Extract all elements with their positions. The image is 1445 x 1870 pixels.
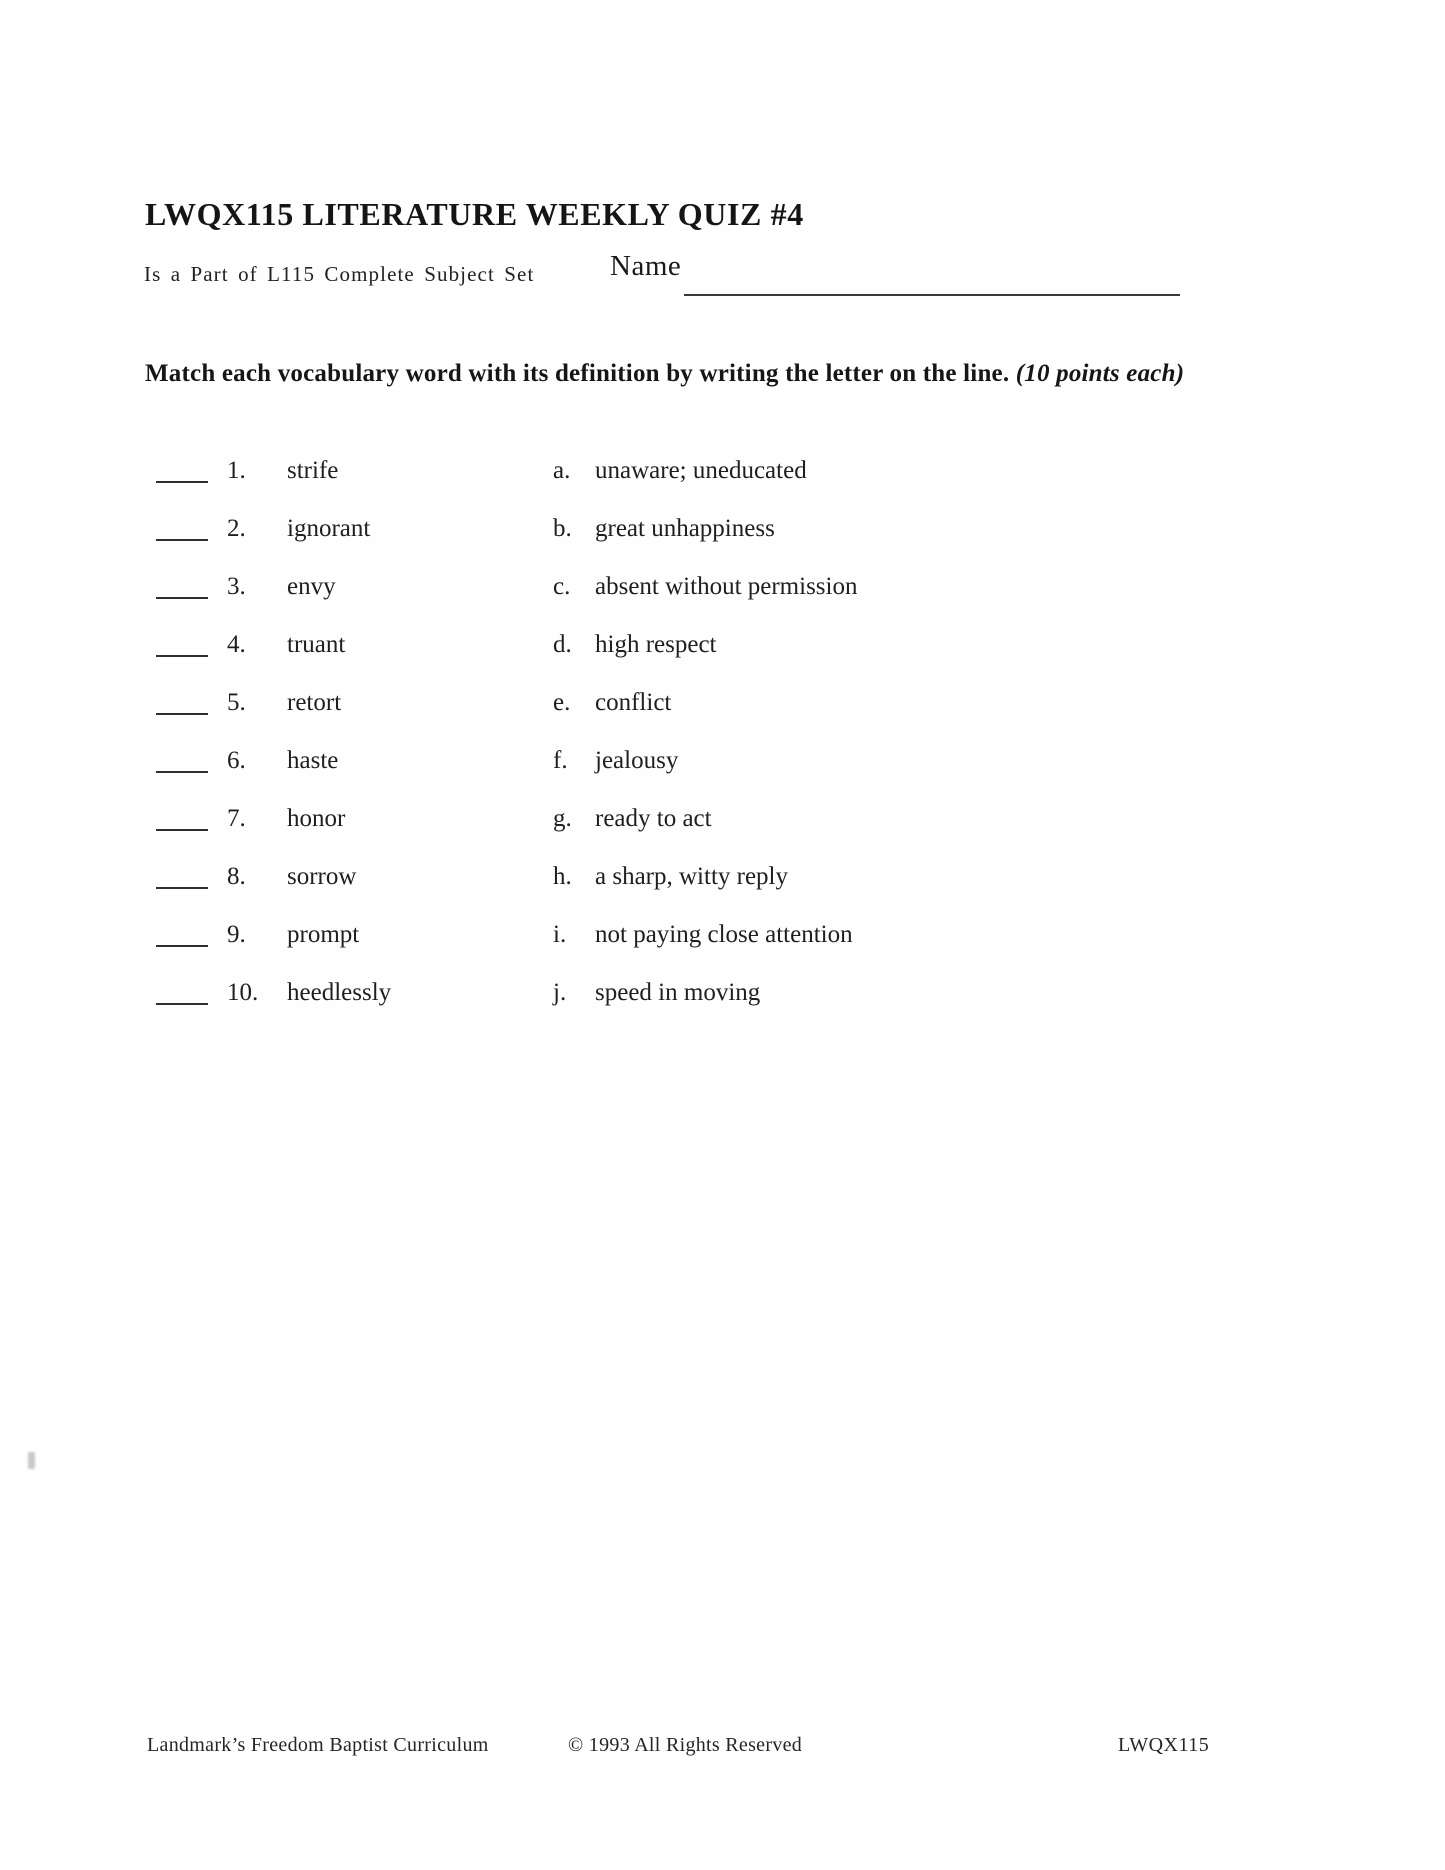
choice-letter: b. bbox=[553, 515, 572, 542]
footer bbox=[0, 1734, 1445, 1764]
vocab-word: heedlessly bbox=[287, 979, 392, 1006]
definition-text: absent without permission bbox=[595, 573, 858, 600]
footer-code: LWQX115 bbox=[1118, 1734, 1210, 1756]
vocab-word: envy bbox=[287, 573, 336, 600]
scan-artifact bbox=[28, 1452, 35, 1469]
choice-letter: f. bbox=[553, 747, 568, 774]
instructions-text: Match each vocabulary word with its definition by writing the letter on the line. bbox=[145, 360, 1010, 387]
match-row bbox=[0, 631, 1445, 689]
definition-text: jealousy bbox=[595, 747, 679, 774]
page-title: LWQX115 LITERATURE WEEKLY QUIZ #4 bbox=[145, 196, 804, 232]
choice-letter: i. bbox=[553, 921, 567, 948]
definition-text: great unhappiness bbox=[595, 515, 775, 542]
item-number: 8. bbox=[227, 863, 246, 890]
instructions bbox=[145, 353, 1230, 395]
subtitle: Is a Part of L115 Complete Subject Set bbox=[144, 262, 535, 286]
item-number: 5. bbox=[227, 689, 246, 716]
answer-blank[interactable] bbox=[156, 634, 208, 657]
choice-letter: j. bbox=[553, 979, 567, 1006]
item-number: 4. bbox=[227, 631, 246, 658]
definition-text: not paying close attention bbox=[595, 921, 853, 948]
choice-letter: a. bbox=[553, 457, 571, 484]
vocab-word: sorrow bbox=[287, 863, 357, 890]
item-number: 3. bbox=[227, 573, 246, 600]
match-row bbox=[0, 805, 1445, 863]
matching-list bbox=[0, 457, 1445, 1037]
item-number: 6. bbox=[227, 747, 246, 774]
definition-text: ready to act bbox=[595, 805, 712, 832]
choice-letter: e. bbox=[553, 689, 571, 716]
answer-blank[interactable] bbox=[156, 924, 208, 947]
vocab-word: strife bbox=[287, 457, 339, 484]
match-row bbox=[0, 515, 1445, 573]
answer-blank[interactable] bbox=[156, 576, 208, 599]
footer-copyright: © 1993 All Rights Reserved bbox=[568, 1734, 803, 1756]
name-input-line[interactable] bbox=[684, 254, 1180, 296]
answer-blank[interactable] bbox=[156, 518, 208, 541]
vocab-word: ignorant bbox=[287, 515, 371, 542]
answer-blank[interactable] bbox=[156, 982, 208, 1005]
choice-letter: d. bbox=[553, 631, 572, 658]
answer-blank[interactable] bbox=[156, 692, 208, 715]
item-number: 1. bbox=[227, 457, 246, 484]
footer-publisher: Landmark’s Freedom Baptist Curriculum bbox=[147, 1734, 489, 1756]
answer-blank[interactable] bbox=[156, 808, 208, 831]
definition-text: a sharp, witty reply bbox=[595, 863, 789, 890]
answer-blank[interactable] bbox=[156, 460, 208, 483]
match-row bbox=[0, 689, 1445, 747]
vocab-word: prompt bbox=[287, 921, 360, 948]
match-row bbox=[0, 747, 1445, 805]
choice-letter: g. bbox=[553, 805, 572, 832]
vocab-word: haste bbox=[287, 747, 339, 774]
match-row bbox=[0, 979, 1445, 1037]
name-label: Name bbox=[610, 250, 682, 282]
choice-letter: c. bbox=[553, 573, 571, 600]
item-number: 2. bbox=[227, 515, 246, 542]
definition-text: conflict bbox=[595, 689, 672, 716]
vocab-word: truant bbox=[287, 631, 346, 658]
item-number: 9. bbox=[227, 921, 246, 948]
definition-text: unaware; uneducated bbox=[595, 457, 807, 484]
match-row bbox=[0, 573, 1445, 631]
answer-blank[interactable] bbox=[156, 750, 208, 773]
match-row bbox=[0, 863, 1445, 921]
instructions-points: (10 points each) bbox=[1015, 360, 1185, 387]
definition-text: high respect bbox=[595, 631, 717, 658]
item-number: 10. bbox=[227, 979, 259, 1006]
vocab-word: retort bbox=[287, 689, 342, 716]
vocab-word: honor bbox=[287, 805, 346, 832]
match-row bbox=[0, 921, 1445, 979]
item-number: 7. bbox=[227, 805, 246, 832]
answer-blank[interactable] bbox=[156, 866, 208, 889]
definition-text: speed in moving bbox=[595, 979, 761, 1006]
match-row bbox=[0, 457, 1445, 515]
choice-letter: h. bbox=[553, 863, 572, 890]
